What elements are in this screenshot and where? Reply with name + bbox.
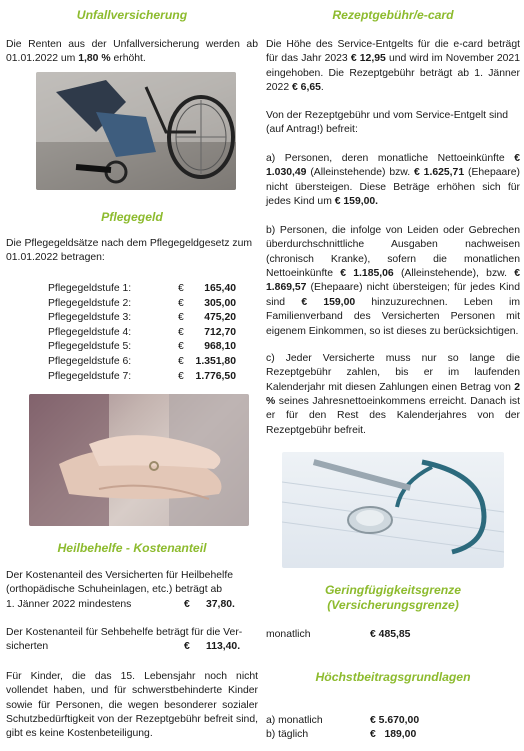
hoechstbeitrag-label: b) täglich <box>266 729 309 741</box>
pflegegeld-currency: € <box>178 312 184 324</box>
rezept-p2: Von der Rezeptgebühr und vom Service-Entgelt sind (auf Antrag!) befreit: <box>266 110 509 136</box>
pflegegeld-value: 305,00 <box>204 297 236 309</box>
pflegegeld-row <box>48 370 236 385</box>
heilbehelfe-p1-currency: € <box>184 598 190 610</box>
hoechstbeitrag-value: € 189,00 <box>370 729 417 741</box>
rezept-c: c) Jeder Versicherte muss nur so lange die Rezeptgebühr zahlen, bis er im laufenden Kalenderjahr mit diesen Zahlungen einen Betrag von 2 % seines Jahresnettoeinkommens erreicht. Danach ist er für den Rest des Kalenderjahres von der Rezeptgebühr befreit. <box>266 353 520 436</box>
heilbehelfe-p1-line2: (orthopädische Schuheinlagen, etc.) beträgt ab <box>6 584 223 596</box>
heilbehelfe-p3: Für Kinder, die das 15. Lebensjahr noch nicht vollendet haben, und für schwerstbehinderte Kinder sowie für Personen, die wegen besonderer sozialer Schutzbedürftigkeit von der Rezeptgebühr befreit sind, gibt es keine Kostenbeteiligung. <box>6 671 258 740</box>
pflegegeld-value: 475,20 <box>204 312 236 324</box>
rezept-b: b) Personen, die infolge von Leiden oder Gebrechen überdurchschnittliche Ausgaben nachweisen (chronisch Kranke), sofern die monatlichen Nettoeinkünfte € 1.185,06 (Alleinstehende), bzw. € 1.869,57 (Ehepaare) nicht übersteigen; für jedes Kind sind € 159,00 hinzuzurechnen. Leben im Familienverband des Versicherten Personen mit eigenem Einkommen, so ist dieses zu berücksichtigen. <box>266 225 520 337</box>
pflegegeld-row <box>48 355 236 370</box>
heilbehelfe-p1 <box>6 569 258 612</box>
heilbehelfe-p1-line3: 1. Jänner 2022 mindestens <box>6 598 132 610</box>
heading-rezeptgebuehr: Rezeptgebühr/e-card <box>332 8 454 22</box>
heading-hoechstbeitrag: Höchstbeitragsgrundlagen <box>315 670 471 684</box>
pflegegeld-row <box>48 340 236 355</box>
heading-geringfuegigkeit <box>266 583 520 614</box>
pflegegeld-row <box>48 282 236 297</box>
pflegegeld-label: Pflegegeldstufe 3: <box>48 312 132 324</box>
geringfuegigkeit-subtitle: (Versicherungsgrenze) <box>327 598 459 613</box>
pflegegeld-table <box>48 282 236 384</box>
geringfuegigkeit-row <box>266 628 520 642</box>
heading-unfallversicherung: Unfallversicherung <box>76 8 188 22</box>
unfall-text: Die Renten aus der Unfallversicherung werden ab 01.01.2022 um 1,80 % erhöht. <box>6 39 258 65</box>
heilbehelfe-p1-value: 37,80. <box>206 598 235 610</box>
stethoscope-photo <box>282 452 504 568</box>
rezept-a: a) Personen, deren monatliche Nettoeinkünfte € 1.030,49 (Alleinstehende) bzw. € 1.625,71 (Ehepaare) nicht übersteigen. Diese Beträge erhöhen sich für jedes Kind um € 159,00. <box>266 153 520 208</box>
pflegegeld-value: 1.351,80 <box>195 356 236 368</box>
hands-photo <box>29 394 249 526</box>
heilbehelfe-p2 <box>6 626 258 655</box>
pflegegeld-value: 712,70 <box>204 326 236 338</box>
pflegegeld-currency: € <box>178 341 184 353</box>
heilbehelfe-p2-line2: sicherten <box>6 641 49 653</box>
pflegegeld-currency: € <box>178 297 184 309</box>
hoechstbeitrag-list <box>266 714 520 743</box>
hoechstbeitrag-value: € 5.670,00 <box>370 715 420 726</box>
hoechstbeitrag-row <box>266 728 520 742</box>
pflegegeld-label: Pflegegeldstufe 7: <box>48 370 132 382</box>
heading-pflegegeld: Pflegegeld <box>101 210 163 224</box>
pflegegeld-label: Pflegegeldstufe 6: <box>48 356 132 368</box>
wheelchair-photo <box>36 72 236 190</box>
heilbehelfe-p1-line1: Der Kostenanteil des Versicherten für Heilbehelfe <box>6 570 233 581</box>
heading-heilbehelfe: Heilbehelfe - Kostenanteil <box>57 541 207 555</box>
heilbehelfe-p2-value: 113,40. <box>206 641 241 653</box>
hoechstbeitrag-row <box>266 714 520 728</box>
hoechstbeitrag-label: a) monatlich <box>266 715 323 726</box>
pflegegeld-label: Pflegegeldstufe 5: <box>48 341 132 353</box>
heilbehelfe-p2-currency: € <box>184 641 190 653</box>
pflegegeld-value: 1.776,50 <box>195 370 236 382</box>
rezept-p1: Die Höhe des Service-Entgelts für die e-card beträgt für das Jahr 2023 € 12,95 und wird im November 2021 eingehoben. Die Rezeptgebühr beträgt ab 1. Jänner 2022 € 6,65. <box>266 39 520 94</box>
pflegegeld-intro: Die Pflegegeldsätze nach dem Pflegegeldgesetz zum 01.01.2022 betragen: <box>6 238 253 264</box>
geringfuegigkeit-title: Geringfügigkeitsgrenze <box>324 583 462 597</box>
pflegegeld-row <box>48 326 236 341</box>
heilbehelfe-p2-line1: Der Kostenanteil für Sehbehelfe beträgt für die Ver- <box>6 627 243 638</box>
pflegegeld-label: Pflegegeldstufe 1: <box>48 283 132 295</box>
pflegegeld-label: Pflegegeldstufe 2: <box>48 297 132 309</box>
pflegegeld-label: Pflegegeldstufe 4: <box>48 326 132 338</box>
pflegegeld-value: 165,40 <box>204 283 236 295</box>
pflegegeld-currency: € <box>178 370 184 382</box>
pflegegeld-row <box>48 311 236 326</box>
pflegegeld-currency: € <box>178 326 184 338</box>
pflegegeld-value: 968,10 <box>204 341 236 353</box>
geringfuegigkeit-label: monatlich <box>266 629 311 640</box>
pflegegeld-currency: € <box>178 356 184 368</box>
geringfuegigkeit-value: € 485,85 <box>370 629 411 640</box>
pflegegeld-row <box>48 297 236 312</box>
pflegegeld-currency: € <box>178 283 184 295</box>
